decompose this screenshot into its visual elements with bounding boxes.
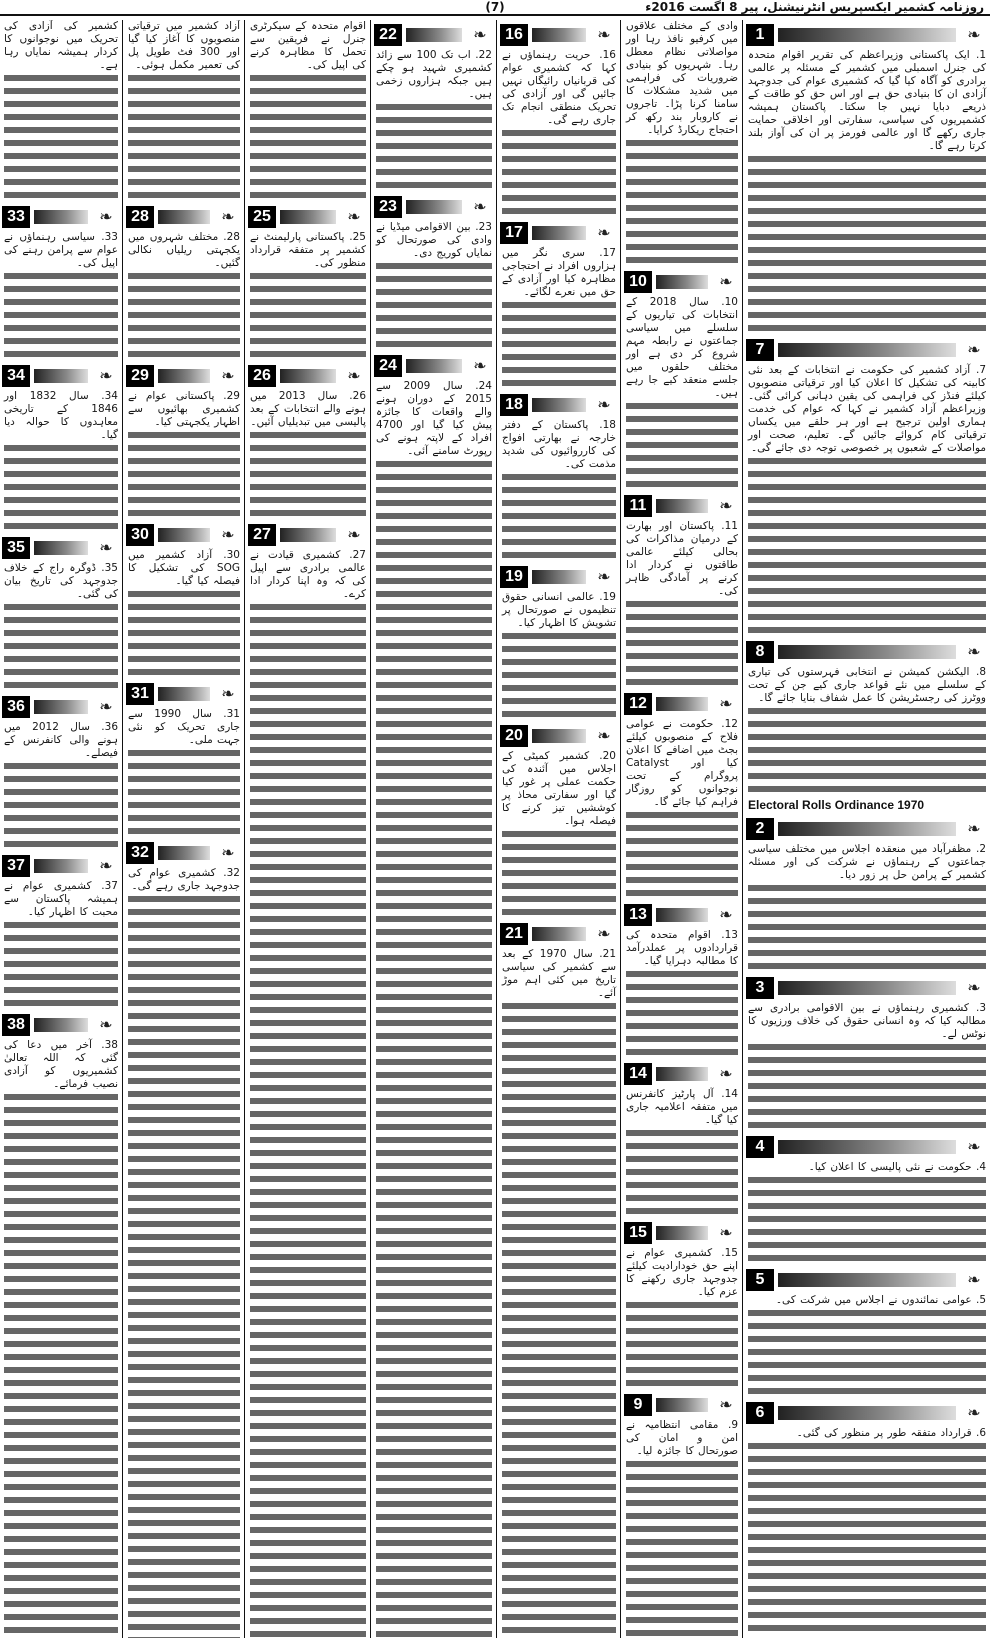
item-number: 32 bbox=[126, 842, 154, 864]
bird-icon: ❧ bbox=[967, 1403, 981, 1422]
item-heading bbox=[746, 1135, 988, 1159]
item-number: 38 bbox=[2, 1014, 30, 1036]
item-text: کشمیر کی آزادی کی تحریک میں نوجوانوں کا کردار ہمیشہ نمایاں رہا ہے۔ bbox=[4, 20, 118, 71]
text-filler bbox=[4, 919, 118, 1010]
heading-band bbox=[34, 541, 88, 555]
text-filler bbox=[128, 429, 240, 520]
item-number: 14 bbox=[624, 1063, 652, 1085]
text-filler bbox=[626, 1458, 738, 1549]
item-heading bbox=[126, 364, 242, 388]
heading-band bbox=[406, 359, 462, 373]
text-filler bbox=[4, 601, 118, 692]
heading-band bbox=[280, 369, 336, 383]
text-filler bbox=[626, 400, 738, 491]
item-heading bbox=[624, 1062, 740, 1086]
heading-band bbox=[34, 700, 88, 714]
item-heading bbox=[500, 724, 618, 748]
bird-icon: ❧ bbox=[597, 924, 611, 943]
item-number: 8 bbox=[746, 641, 774, 663]
item-number: 4 bbox=[746, 1136, 774, 1158]
item-text: 35. ڈوگرہ راج کے خلاف جدوجہد کی تاریخ بیان کی گئی۔ bbox=[4, 562, 118, 600]
item-number: 21 bbox=[500, 923, 528, 945]
text-filler bbox=[748, 455, 986, 637]
item-number: 15 bbox=[624, 1222, 652, 1244]
item-number: 6 bbox=[746, 1402, 774, 1424]
heading-band bbox=[532, 927, 586, 941]
item-heading bbox=[500, 922, 618, 946]
text-filler bbox=[626, 1299, 738, 1390]
heading-band bbox=[34, 859, 88, 873]
column-rule bbox=[122, 20, 123, 1638]
bird-icon: ❧ bbox=[967, 25, 981, 44]
item-text: وادی کے مختلف علاقوں میں کرفیو نافذ رہا اور مواصلاتی نظام معطل رہا۔ شہریوں کو بنیادی ضروریات کی فراہمی میں شدید مشکلات کا سامنا کرنا پڑا۔ تاجروں نے کاروبار بند رکھ کر احتجاج ریکارڈ کرایا۔ bbox=[626, 20, 738, 136]
item-heading bbox=[746, 23, 988, 47]
item-text: 9. مقامی انتظامیہ نے امن و امان کی صورتحال کا جائزہ لیا۔ bbox=[626, 1419, 738, 1457]
bird-icon: ❧ bbox=[597, 223, 611, 242]
heading-band bbox=[280, 528, 336, 542]
item-text: 10. سال 2018 کے انتخابات کی تیاریوں کے سلسلے میں سیاسی جماعتوں نے رابطہ مہم شروع کر دی ہے اور مختلف حلقوں میں جلسے منعقد کیے جا رہے ہیں۔ bbox=[626, 296, 738, 399]
item-text: 6. قرارداد متفقہ طور پر منظور کی گئی۔ bbox=[796, 1427, 986, 1439]
heading-band bbox=[656, 908, 708, 922]
text-filler bbox=[128, 747, 240, 838]
bird-icon: ❧ bbox=[347, 207, 361, 226]
heading-band bbox=[778, 981, 956, 995]
item-text: 19. عالمی انسانی حقوق تنظیموں نے صورتحال پر تشویش کا اظہار کیا۔ bbox=[502, 591, 616, 629]
heading-band bbox=[532, 398, 586, 412]
heading-band bbox=[778, 822, 956, 836]
item-number: 30 bbox=[126, 524, 154, 546]
item-heading bbox=[624, 903, 740, 927]
text-filler bbox=[376, 458, 492, 549]
text-filler bbox=[4, 72, 118, 202]
column-7 bbox=[2, 20, 120, 1638]
item-heading bbox=[248, 205, 368, 229]
item-number: 27 bbox=[248, 524, 276, 546]
item-heading bbox=[374, 23, 494, 47]
item-number: 11 bbox=[624, 495, 652, 517]
heading-band bbox=[656, 1067, 708, 1081]
text-filler bbox=[502, 471, 616, 562]
text-filler bbox=[502, 127, 616, 218]
item-number: 12 bbox=[624, 693, 652, 715]
heading-band bbox=[34, 210, 88, 224]
text-filler bbox=[502, 1091, 616, 1638]
item-text: 23. بین الاقوامی میڈیا نے وادی کی صورتحال کو نمایاں کوریج دی۔ bbox=[376, 221, 492, 259]
item-text: 17. سری نگر میں ہزاروں افراد نے احتجاجی مظاہرہ کیا اور آزادی کے حق میں نعرے لگائے۔ bbox=[502, 247, 616, 298]
bird-icon: ❧ bbox=[99, 207, 113, 226]
item-text: 1. ایک پاکستانی وزیراعظم کی تقریر اقوام متحدہ کی جنرل اسمبلی میں کشمیر کے مسئلہ پر عالمی برادری کو آگاہ کیا گیا کہ کشمیری عوام کی جدوجہد آزادی ان کا بنیادی حق ہے اور اس حق کو طاقت کے ذریعے دبایا نہیں جا سکتا۔ پاکستان ہمیشہ کشمیریوں کی سیاسی، سفارتی اور اخلاقی حمایت جاری رکھے گا اور عالمی فورمز پر ان کی آواز بلند کرتا رہے گا۔ bbox=[748, 49, 986, 152]
heading-band bbox=[656, 499, 708, 513]
text-filler bbox=[376, 101, 492, 192]
text-filler bbox=[128, 270, 240, 361]
column-6 bbox=[126, 20, 242, 1638]
item-text: 29. پاکستانی عوام نے کشمیری بھائیوں سے اظہار یکجہتی کیا۔ bbox=[128, 390, 240, 428]
item-text: 28. مختلف شہروں میں یکجہتی ریلیاں نکالی گئیں۔ bbox=[128, 231, 240, 269]
text-filler bbox=[748, 1307, 986, 1398]
text-filler bbox=[4, 442, 118, 533]
item-text: 15. کشمیری عوام نے اپنے حق خودارادیت کیلئے جدوجہد جاری رکھنے کا عزم کیا۔ bbox=[626, 1247, 738, 1298]
text-filler bbox=[626, 1127, 738, 1218]
item-heading bbox=[2, 695, 120, 719]
item-heading bbox=[2, 536, 120, 560]
text-filler bbox=[748, 1440, 986, 1531]
item-number: 7 bbox=[746, 339, 774, 361]
text-filler bbox=[502, 299, 616, 390]
text-filler bbox=[4, 760, 118, 851]
item-heading bbox=[374, 354, 494, 378]
item-text: 21. سال 1970 کے بعد سے کشمیر کی سیاسی تاریخ میں کئی اہم موڑ آئے۔ bbox=[502, 948, 617, 999]
text-filler bbox=[128, 588, 240, 679]
heading-band bbox=[656, 275, 708, 289]
bird-icon: ❧ bbox=[967, 1270, 981, 1289]
item-heading bbox=[500, 393, 618, 417]
item-number: 29 bbox=[126, 365, 154, 387]
text-filler bbox=[250, 429, 366, 520]
item-number: 16 bbox=[500, 24, 528, 46]
item-heading bbox=[2, 205, 120, 229]
item-heading bbox=[746, 976, 988, 1000]
item-number: 5 bbox=[746, 1269, 774, 1291]
text-filler bbox=[502, 828, 616, 919]
text-filler bbox=[128, 72, 240, 202]
column-2 bbox=[624, 20, 740, 1638]
item-heading bbox=[500, 221, 618, 245]
item-heading bbox=[126, 682, 242, 706]
bird-icon: ❧ bbox=[597, 395, 611, 414]
text-filler bbox=[626, 809, 738, 900]
heading-band bbox=[532, 226, 586, 240]
bird-icon: ❧ bbox=[967, 340, 981, 359]
item-text: آزاد کشمیر میں ترقیاتی منصوبوں کا آغاز کیا گیا اور 300 فٹ طویل پل کی تعمیر مکمل ہوئی۔ bbox=[128, 20, 241, 71]
bird-icon: ❧ bbox=[967, 1137, 981, 1156]
item-text: 11. پاکستان اور بھارت کے درمیان مذاکرات کی بحالی کیلئے عالمی طاقتوں نے کردار ادا کرنے پر آمادگی ظاہر کی۔ bbox=[626, 520, 738, 597]
item-heading bbox=[624, 270, 740, 294]
text-filler bbox=[626, 1549, 738, 1638]
page-header bbox=[0, 0, 990, 16]
item-text: 37. کشمیری عوام نے ہمیشہ پاکستان سے محبت کا اظہار کیا۔ bbox=[4, 880, 118, 918]
page-number: (7) bbox=[485, 0, 505, 14]
text-filler bbox=[376, 549, 492, 1638]
item-text: 32. کشمیری عوام کی جدوجہد جاری رہے گی۔ bbox=[128, 867, 240, 892]
heading-band bbox=[406, 28, 462, 42]
item-text: 7. آزاد کشمیر کی حکومت نے انتخابات کے بعد نئی کابینہ کی تشکیل کا اعلان کیا اور ترقیاتی منصوبوں کیلئے فنڈز کی فراہمی کی یقین دہانی کرائی گئی۔ وزیراعظم آزاد کشمیر نے کہا کہ عوام کی خدمت ہماری اولین ترجیح ہے اور ہر حلقے میں یکساں ترقیاتی کام کروائے جائیں گے۔ تعلیم، صحت اور مواصلات کے شعبوں پر خصوصی توجہ دی جائے گی۔ bbox=[748, 364, 986, 454]
text-filler bbox=[376, 260, 492, 351]
item-text: 4. حکومت نے نئی پالیسی کا اعلان کیا۔ bbox=[808, 1161, 986, 1173]
newspaper-title: روزنامہ کشمیر ایکسپریس انٹرنیشنل، پیر 8 اگست 2016ء bbox=[645, 0, 984, 14]
item-heading bbox=[126, 523, 242, 547]
item-heading bbox=[2, 1013, 120, 1037]
item-text: 22. اب تک 100 سے زائد کشمیری شہید ہو چکے ہیں جبکہ ہزاروں زخمی ہیں۔ bbox=[376, 49, 492, 100]
item-number: 13 bbox=[624, 904, 652, 926]
bird-icon: ❧ bbox=[99, 366, 113, 385]
bird-icon: ❧ bbox=[597, 25, 611, 44]
item-number: 31 bbox=[126, 683, 154, 705]
bird-icon: ❧ bbox=[99, 856, 113, 875]
column-rule bbox=[244, 20, 245, 1638]
text-filler bbox=[250, 692, 366, 1638]
bird-icon: ❧ bbox=[719, 272, 733, 291]
bird-icon: ❧ bbox=[719, 694, 733, 713]
heading-band bbox=[158, 210, 210, 224]
item-text: 14. آل پارٹیز کانفرنس میں متفقہ اعلامیہ جاری کیا گیا۔ bbox=[626, 1088, 738, 1126]
text-filler bbox=[748, 1174, 986, 1265]
item-text: 3. کشمیری رہنماؤں نے بین الاقوامی برادری سے مطالبہ کیا کہ وہ انسانی حقوق کی خلاف ورزیوں کا نوٹس لے۔ bbox=[748, 1002, 986, 1040]
heading-band bbox=[532, 28, 586, 42]
heading-band bbox=[158, 528, 210, 542]
item-number: 25 bbox=[248, 206, 276, 228]
column-1 bbox=[746, 20, 988, 1638]
item-text: 12. حکومت نے عوامی فلاح کے منصوبوں کیلئے بجٹ میں اضافے کا اعلان کیا اور Catalyst پروگرام کے تحت نوجوانوں کو روزگار فراہم کیا جائے گا۔ bbox=[626, 718, 738, 808]
bird-icon: ❧ bbox=[473, 25, 487, 44]
item-heading bbox=[126, 841, 242, 865]
item-text: 24. سال 2009 سے 2015 کے دوران ہونے والے واقعات کا جائزہ پیش کیا گیا اور 4700 افراد کے لاپتہ ہونے کی رپورٹ سامنے آئی۔ bbox=[376, 380, 492, 457]
heading-band bbox=[778, 1140, 956, 1154]
heading-band bbox=[34, 1018, 88, 1032]
text-filler bbox=[250, 601, 366, 692]
heading-band bbox=[656, 697, 708, 711]
item-number: 22 bbox=[374, 24, 402, 46]
bird-icon: ❧ bbox=[719, 496, 733, 515]
item-number: 37 bbox=[2, 855, 30, 877]
text-filler bbox=[128, 984, 240, 1638]
bird-icon: ❧ bbox=[597, 726, 611, 745]
bird-icon: ❧ bbox=[597, 567, 611, 586]
item-number: 34 bbox=[2, 365, 30, 387]
item-text: 36. سال 2012 میں ہونے والی کانفرنس کے فیصلے۔ bbox=[4, 721, 119, 759]
heading-band bbox=[656, 1226, 708, 1240]
item-heading bbox=[624, 1393, 740, 1417]
text-filler bbox=[748, 153, 986, 335]
item-number: 28 bbox=[126, 206, 154, 228]
item-heading bbox=[746, 817, 988, 841]
item-heading bbox=[746, 338, 988, 362]
heading-band bbox=[406, 200, 462, 214]
item-number: 26 bbox=[248, 365, 276, 387]
column-rule bbox=[742, 20, 743, 1638]
item-text: 5. عوامی نمائندوں نے اجلاس میں شرکت کی۔ bbox=[775, 1294, 986, 1306]
column-rule bbox=[370, 20, 371, 1638]
text-filler bbox=[128, 893, 240, 984]
bird-icon: ❧ bbox=[719, 905, 733, 924]
item-number: 36 bbox=[2, 696, 30, 718]
item-text: 25. پاکستانی پارلیمنٹ نے کشمیر پر متفقہ قرارداد منظور کی۔ bbox=[250, 231, 366, 269]
bird-icon: ❧ bbox=[719, 1064, 733, 1083]
bird-icon: ❧ bbox=[967, 642, 981, 661]
bird-icon: ❧ bbox=[719, 1223, 733, 1242]
item-number: 18 bbox=[500, 394, 528, 416]
heading-band bbox=[778, 343, 956, 357]
item-heading bbox=[624, 494, 740, 518]
item-text: 13. اقوام متحدہ کی قراردادوں پر عملدرآمد کا مطالبہ دہرایا گیا۔ bbox=[626, 929, 738, 967]
item-text: 31. سال 1990 سے جاری تحریک کو نئی جہت ملی۔ bbox=[128, 708, 240, 746]
item-number: 2 bbox=[746, 818, 774, 840]
item-text: 33. سیاسی رہنماؤں نے عوام سے پرامن رہنے کی اپیل کی۔ bbox=[4, 231, 118, 269]
heading-band bbox=[532, 729, 586, 743]
bird-icon: ❧ bbox=[221, 843, 235, 862]
item-text: 2. مظفرآباد میں منعقدہ اجلاس میں مختلف سیاسی جماعتوں کے رہنماؤں نے شرکت کی اور مسئلہ کشمیر کے پرامن حل پر زور دیا۔ bbox=[748, 843, 986, 881]
item-heading bbox=[2, 364, 120, 388]
text-filler bbox=[250, 72, 366, 202]
bird-icon: ❧ bbox=[347, 366, 361, 385]
column-rule bbox=[620, 20, 621, 1638]
bird-icon: ❧ bbox=[99, 1015, 113, 1034]
item-number: 24 bbox=[374, 355, 402, 377]
item-heading bbox=[126, 205, 242, 229]
bird-icon: ❧ bbox=[967, 978, 981, 997]
item-heading bbox=[2, 854, 120, 878]
heading-band bbox=[778, 1406, 956, 1420]
heading-band bbox=[778, 1273, 956, 1287]
item-number: 33 bbox=[2, 206, 30, 228]
item-number: 9 bbox=[624, 1394, 652, 1416]
column-4 bbox=[374, 20, 494, 1638]
bird-icon: ❧ bbox=[221, 207, 235, 226]
item-number: 23 bbox=[374, 196, 402, 218]
item-number: 35 bbox=[2, 537, 30, 559]
item-text: 34. سال 1832 اور 1846 کے تاریخی معاہدوں کا حوالہ دیا گیا۔ bbox=[4, 390, 118, 441]
bird-icon: ❧ bbox=[347, 525, 361, 544]
text-filler bbox=[626, 598, 738, 689]
text-filler bbox=[4, 270, 118, 361]
text-filler bbox=[748, 1531, 986, 1638]
bird-icon: ❧ bbox=[473, 356, 487, 375]
bird-icon: ❧ bbox=[99, 538, 113, 557]
item-heading bbox=[624, 1221, 740, 1245]
item-heading bbox=[248, 364, 368, 388]
item-number: 17 bbox=[500, 222, 528, 244]
heading-band bbox=[280, 210, 336, 224]
column-rule bbox=[496, 20, 497, 1638]
text-filler bbox=[4, 1091, 118, 1182]
bird-icon: ❧ bbox=[473, 197, 487, 216]
text-filler bbox=[626, 968, 738, 1059]
item-heading bbox=[248, 523, 368, 547]
heading-band bbox=[34, 369, 88, 383]
column-5 bbox=[248, 20, 368, 1638]
bird-icon: ❧ bbox=[99, 697, 113, 716]
heading-band bbox=[158, 687, 210, 701]
heading-band bbox=[778, 645, 956, 659]
text-filler bbox=[250, 270, 366, 361]
english-term: Electoral Rolls Ordinance 1970 bbox=[748, 798, 925, 812]
heading-band bbox=[158, 846, 210, 860]
text-filler bbox=[748, 882, 986, 973]
text-filler bbox=[748, 705, 986, 796]
item-number: 19 bbox=[500, 566, 528, 588]
item-text: 38. آخر میں دعا کی گئی کہ اللہ تعالیٰ کشمیریوں کو آزادی نصیب فرمائے۔ bbox=[4, 1039, 118, 1090]
text-filler bbox=[502, 630, 616, 721]
text-filler bbox=[748, 1041, 986, 1132]
heading-band bbox=[778, 28, 956, 42]
item-heading bbox=[500, 565, 618, 589]
item-text: اقوام متحدہ کے سیکرٹری جنرل نے فریقین سے تحمل کا مظاہرہ کرنے کی اپیل کی۔ bbox=[250, 20, 366, 71]
item-text: 16. حریت رہنماؤں نے کہا کہ کشمیری عوام کی قربانیاں رائیگاں نہیں جائیں گی اور آزادی کی تحریک منطقی انجام تک جاری رہے گی۔ bbox=[502, 49, 616, 126]
bird-icon: ❧ bbox=[719, 1395, 733, 1414]
item-heading bbox=[746, 1401, 988, 1425]
item-number: 3 bbox=[746, 977, 774, 999]
item-text: 30. آزاد کشمیر میں SOG کی تشکیل کا فیصلہ کیا گیا۔ bbox=[128, 549, 240, 587]
bird-icon: ❧ bbox=[221, 525, 235, 544]
item-text: 26. سال 2013 میں ہونے والے انتخابات کے بعد پالیسی میں تبدیلیاں آئیں۔ bbox=[250, 390, 367, 428]
item-text: 18. پاکستان کے دفتر خارجہ نے بھارتی افواج کی کارروائیوں کی شدید مذمت کی۔ bbox=[502, 419, 616, 470]
item-text: 8. الیکشن کمیشن نے انتخابی فہرستوں کی تیاری کے سلسلے میں نئے قواعد جاری کیے جن کے تحت ووٹرز کی رجسٹریشن کا عمل شفاف بنایا جائے گا۔ bbox=[748, 666, 986, 704]
column-3 bbox=[500, 20, 618, 1638]
bird-icon: ❧ bbox=[221, 366, 235, 385]
text-filler bbox=[626, 137, 738, 267]
item-heading bbox=[624, 692, 740, 716]
item-heading bbox=[500, 23, 618, 47]
item-heading bbox=[746, 640, 988, 664]
heading-band bbox=[158, 369, 210, 383]
item-heading bbox=[374, 195, 494, 219]
item-number: 20 bbox=[500, 725, 528, 747]
item-heading bbox=[746, 1268, 988, 1292]
bird-icon: ❧ bbox=[967, 819, 981, 838]
text-filler bbox=[502, 1000, 616, 1091]
heading-band bbox=[656, 1398, 708, 1412]
item-number: 1 bbox=[746, 24, 774, 46]
item-number: 10 bbox=[624, 271, 652, 293]
item-text: 20. کشمیر کمیٹی کے اجلاس میں آئندہ کی حکمت عملی پر غور کیا گیا اور سفارتی محاذ پر کوششیں تیز کرنے کا فیصلہ ہوا۔ bbox=[502, 750, 616, 827]
text-filler bbox=[4, 1182, 118, 1638]
heading-band bbox=[532, 570, 586, 584]
item-text: 27. کشمیری قیادت نے عالمی برادری سے اپیل کی کہ وہ اپنا کردار ادا کرے۔ bbox=[250, 549, 366, 600]
bird-icon: ❧ bbox=[221, 684, 235, 703]
